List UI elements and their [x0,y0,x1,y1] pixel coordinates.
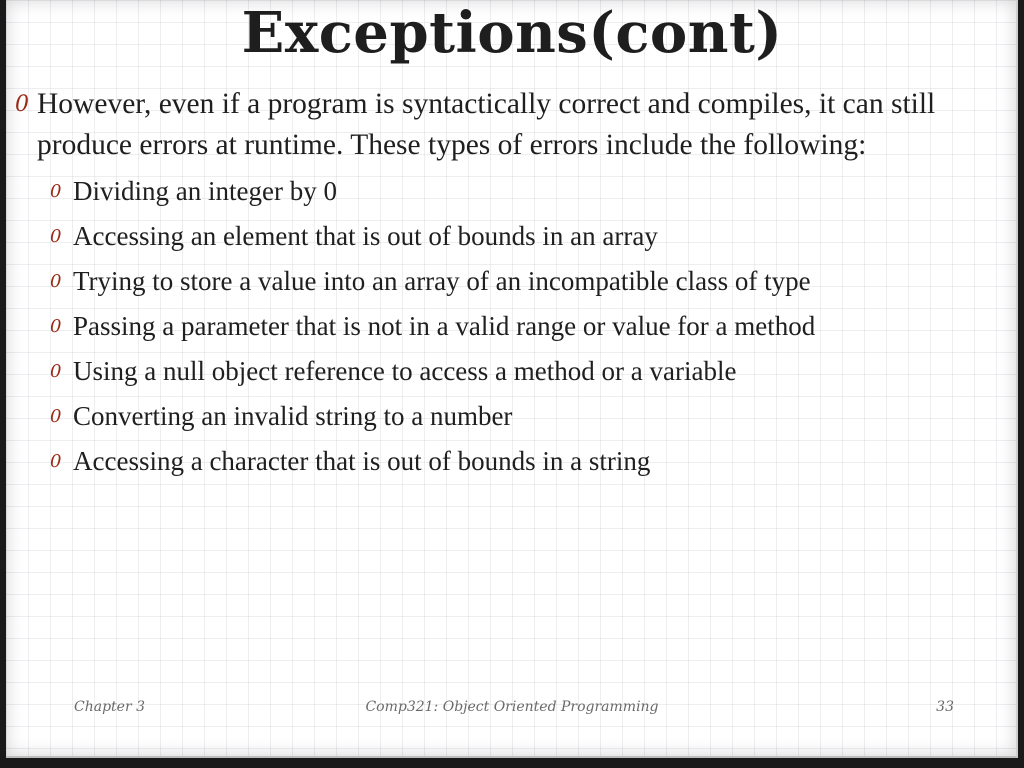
slide-body [0,84,1024,484]
intro-text: However, even if a program is syntactically correct and compiles, it can still produce errors at runtime. These types of errors include the following: [37,88,936,161]
list-item [0,259,1024,304]
bullet-marker: 0 [50,271,62,292]
list-item-text: Converting an invalid string to a number [73,401,513,431]
bullet-marker: 0 [15,92,29,117]
list-item-text: Accessing a character that is out of bounds in a string [73,446,651,476]
intro-bullet [0,84,1024,166]
list-item [0,304,1024,349]
list-item [0,439,1024,484]
list-item [0,394,1024,439]
error-list [0,169,1024,484]
footer-chapter: Chapter 3 [74,699,145,715]
bullet-marker: 0 [50,406,62,427]
list-item-text: Passing a parameter that is not in a valid range or value for a method [73,311,816,341]
list-item [0,214,1024,259]
list-item [0,169,1024,214]
list-item-text: Using a null object reference to access a method or a variable [73,356,737,386]
footer-page-number: 33 [936,699,954,715]
list-item-text: Accessing an element that is out of bounds in an array [73,221,658,251]
list-item-text: Trying to store a value into an array of an incompatible class of type [73,266,811,296]
bullet-marker: 0 [50,181,62,202]
bullet-marker: 0 [50,451,62,472]
slide-title: Exceptions(cont) [241,0,783,66]
bullet-marker: 0 [50,361,62,382]
list-item-text: Dividing an integer by 0 [73,176,337,206]
bullet-marker: 0 [50,226,62,247]
footer-course: Comp321: Object Oriented Programming [365,699,659,715]
list-item [0,349,1024,394]
bullet-marker: 0 [50,316,62,337]
